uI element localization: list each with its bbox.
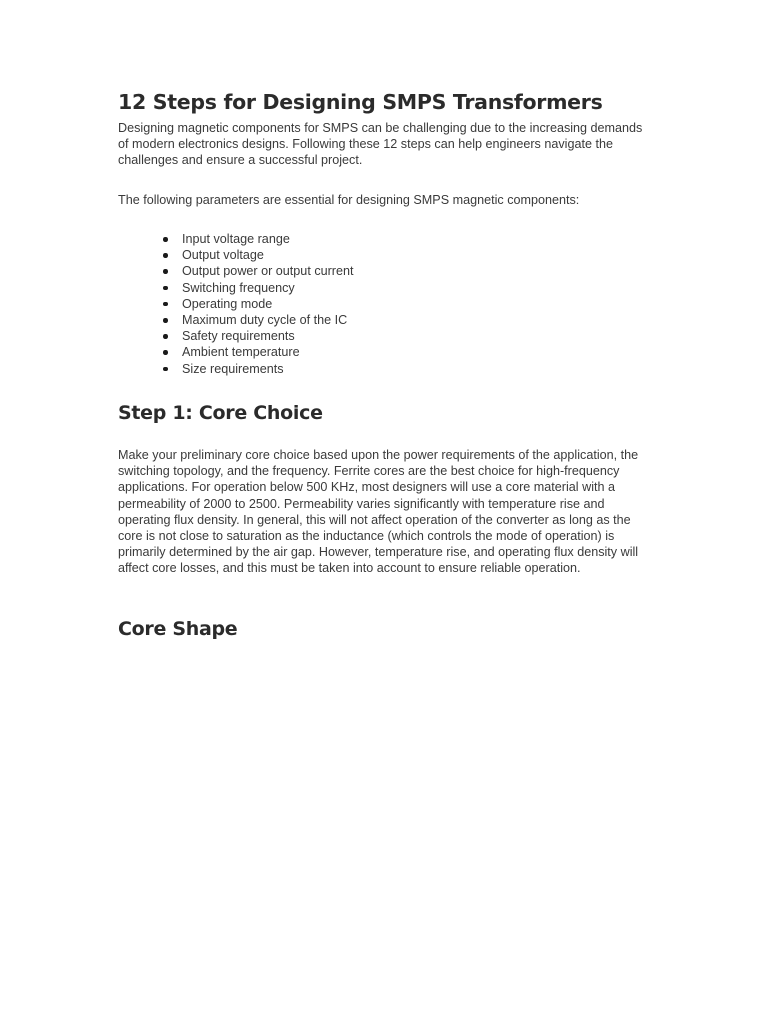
intro-paragraph: Designing magnetic components for SMPS can be challenging due to the increasing demands of modern electronics designs. Following these 12 steps can help engineers navigate the challenges and ensure a successful project. — [118, 121, 643, 168]
parameters-list — [118, 231, 354, 377]
article-title: 12 Steps for Designing SMPS Transformers — [118, 90, 603, 114]
list-item: Operating mode — [182, 296, 354, 312]
parameters-intro-paragraph: The following parameters are essential for designing SMPS magnetic components: — [118, 193, 580, 207]
core-choice-paragraph: Make your preliminary core choice based upon the power requirements of the application, the switching topology, and the frequency. Ferrite cores are the best choice for high-frequency applications. For operation below 500 KHz, most designers will use a core material with a permeability of 2000 to 2500. Permeability varies significantly with temperature rise and operating flux density. In general, this will not affect operation of the converter as long as the core is not close to saturation as the inductance (which controls the mode of operation) is primarily determined by the air gap. However, temperature rise, and operating flux density will affect core losses, and this must be taken into account to ensure reliable operation. — [118, 448, 639, 576]
list-item: Ambient temperature — [182, 344, 354, 360]
list-item: Size requirements — [182, 361, 354, 377]
list-item: Switching frequency — [182, 280, 354, 296]
list-item: Output voltage — [182, 247, 354, 263]
step1-heading: Step 1: Core Choice — [118, 402, 323, 424]
list-item: Output power or output current — [182, 264, 354, 279]
list-item: Input voltage range — [182, 231, 354, 247]
list-item: Safety requirements — [182, 328, 354, 344]
list-item: Maximum duty cycle of the IC — [182, 312, 354, 328]
core-shape-heading: Core Shape — [118, 618, 238, 640]
